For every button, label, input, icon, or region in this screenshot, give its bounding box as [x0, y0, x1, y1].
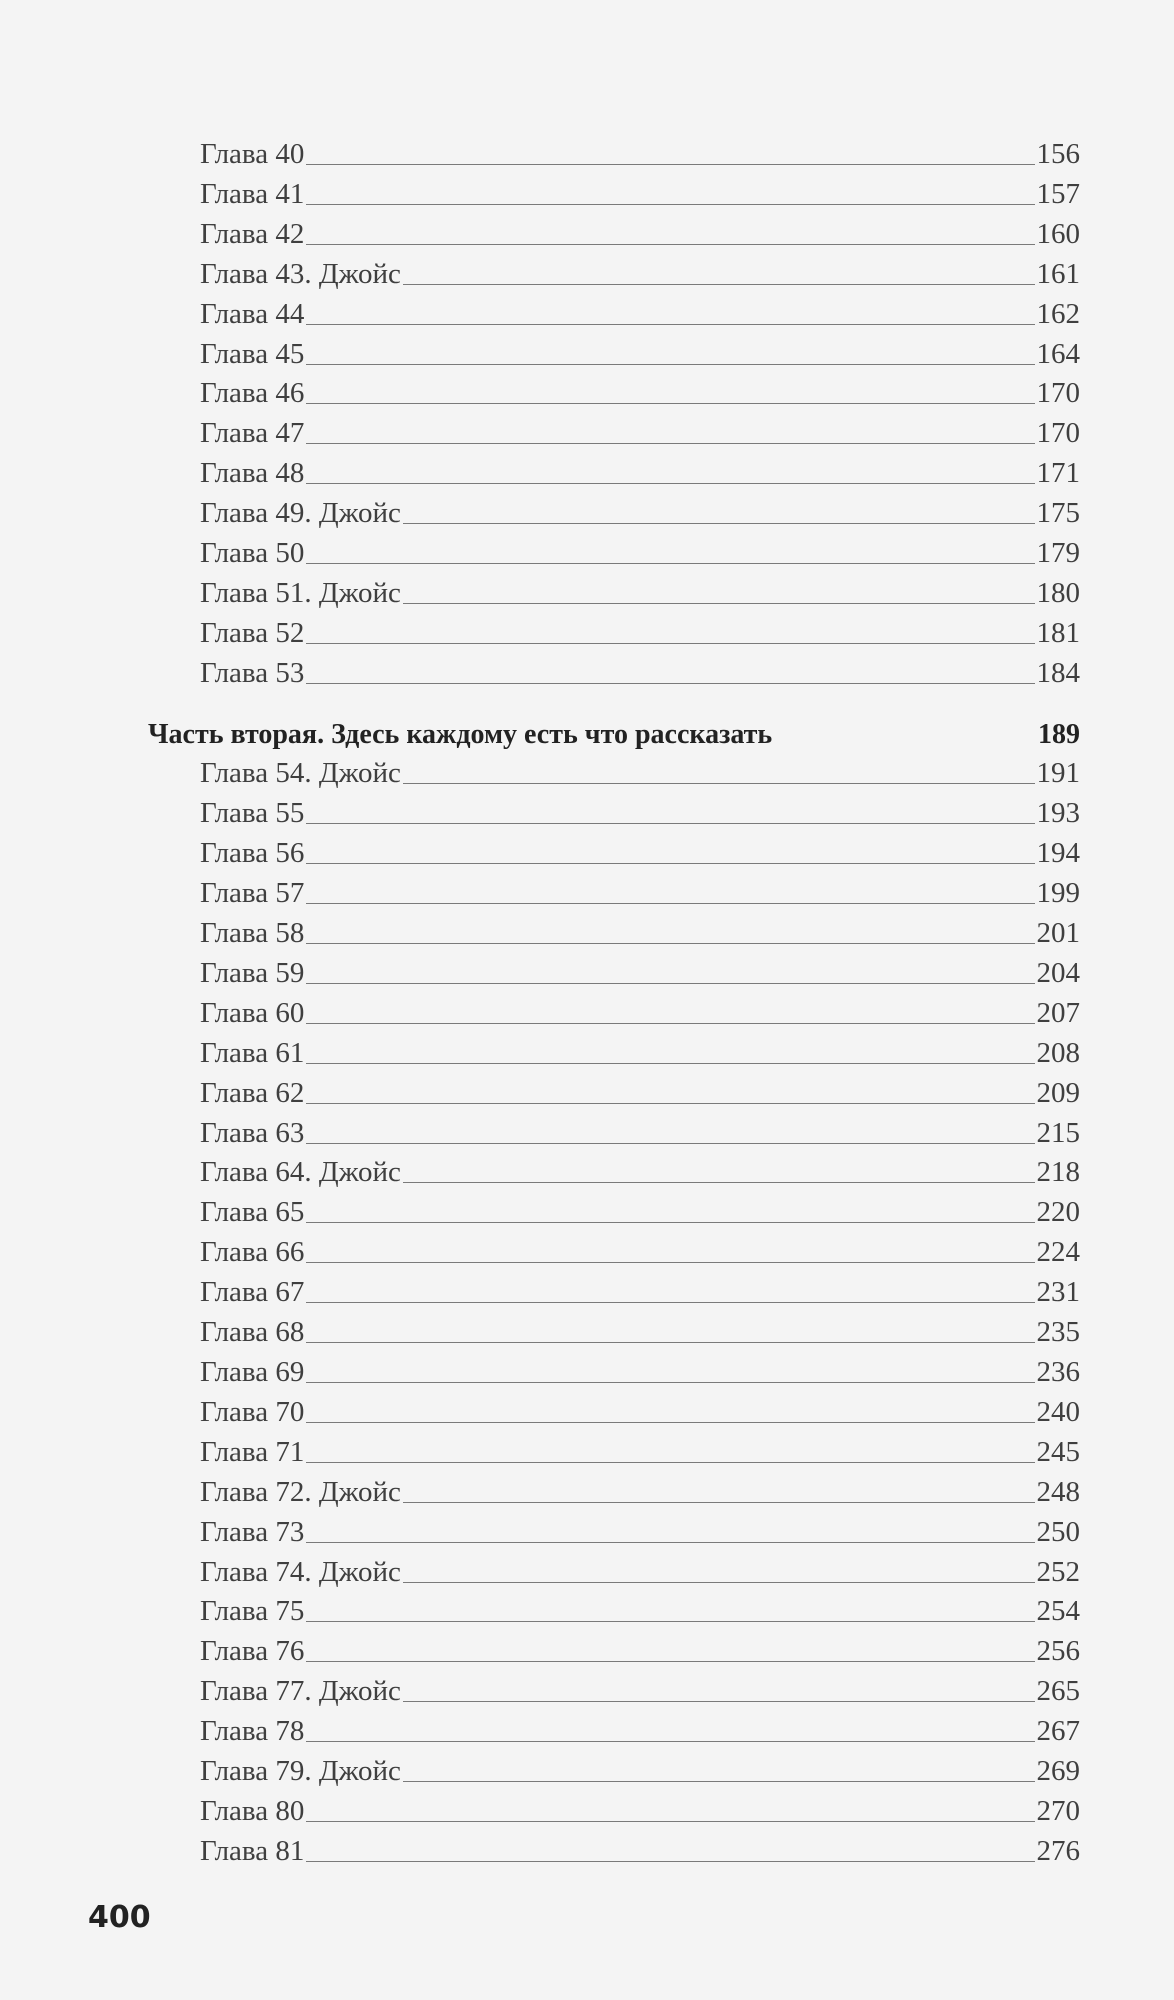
toc-leader-line: [306, 203, 1034, 205]
toc-entry: [200, 1348, 1080, 1388]
toc-entry-page: 240: [1036, 1396, 1080, 1428]
toc-entry: [200, 949, 1080, 989]
toc-leader-line: [306, 822, 1034, 824]
toc-entry-page: 220: [1036, 1196, 1080, 1228]
toc-entry: [200, 609, 1080, 649]
toc-leader-line: [306, 1620, 1034, 1622]
toc-entry-page: 175: [1036, 497, 1080, 529]
toc-entry-page: 171: [1036, 457, 1080, 489]
toc-entry: [200, 789, 1080, 829]
toc-entry-page: 156: [1036, 138, 1080, 170]
toc-entry-title: Глава 79. Джойс: [200, 1755, 401, 1787]
toc-entry-title: Глава 67: [200, 1276, 305, 1308]
toc-entry-title: Глава 56: [200, 837, 305, 869]
toc-entry: [200, 369, 1080, 409]
toc-leader-line: [306, 1261, 1034, 1263]
toc-entry-page: 201: [1036, 917, 1080, 949]
toc-entry-title: Глава 55: [200, 797, 305, 829]
toc-entry-page: 254: [1036, 1595, 1080, 1627]
toc-entry-page: 164: [1036, 338, 1080, 370]
toc-leader-line: [306, 1541, 1034, 1543]
toc-entry-page: 245: [1036, 1436, 1080, 1468]
toc-entry: [200, 1548, 1080, 1588]
toc-entry-title: Глава 50: [200, 537, 305, 569]
toc-entry: [200, 1188, 1080, 1228]
toc-leader-line: [306, 1461, 1034, 1463]
toc-leader-line: [306, 363, 1034, 365]
toc-leader-line: [774, 745, 1036, 746]
toc-entry: [200, 210, 1080, 250]
toc-entry-title: Глава 76: [200, 1635, 305, 1667]
toc-entry-page: 207: [1036, 997, 1080, 1029]
toc-entry-page: 181: [1036, 617, 1080, 649]
toc-leader-line: [306, 862, 1034, 864]
toc-leader-line: [306, 642, 1034, 644]
toc-entry-title: Глава 43. Джойс: [200, 258, 401, 290]
toc-leader-line: [306, 163, 1034, 165]
toc-leader-line: [306, 402, 1034, 404]
toc-entry-page: 184: [1036, 657, 1080, 689]
toc-entry-page: 250: [1036, 1516, 1080, 1548]
toc-entry: [200, 1148, 1080, 1188]
toc-leader-line: [306, 982, 1034, 984]
toc-leader-line: [306, 562, 1034, 564]
toc-entry-title: Глава 62: [200, 1077, 305, 1109]
toc-leader-line: [306, 243, 1034, 245]
toc-entry-page: 161: [1036, 258, 1080, 290]
toc-entry-title: Глава 51. Джойс: [200, 577, 401, 609]
toc-entry-page: 193: [1036, 797, 1080, 829]
toc-entry-title: Глава 81: [200, 1835, 305, 1867]
toc-entry: [200, 409, 1080, 449]
toc-entry-title: Глава 59: [200, 957, 305, 989]
toc-leader-line: [403, 283, 1035, 285]
toc-entry: [200, 1428, 1080, 1468]
toc-leader-line: [306, 1301, 1034, 1303]
toc-leader-line: [306, 1660, 1034, 1662]
toc-entry: [200, 250, 1080, 290]
toc-leader-line: [306, 1022, 1034, 1024]
toc-entry-page: 191: [1036, 757, 1080, 789]
toc-entry-title: Глава 66: [200, 1236, 305, 1268]
toc-entry-title: Глава 40: [200, 138, 305, 170]
toc-entry: [200, 649, 1080, 689]
toc-entry: [200, 1069, 1080, 1109]
toc-entry-page: 276: [1036, 1835, 1080, 1867]
toc-entry: [200, 1508, 1080, 1548]
toc-entry: [200, 1627, 1080, 1667]
toc-entry: [200, 449, 1080, 489]
toc-entry: [200, 829, 1080, 869]
toc-entry-title: Глава 58: [200, 917, 305, 949]
toc-entry: [200, 1787, 1080, 1827]
toc-leader-line: [306, 1221, 1034, 1223]
toc-entry: [200, 869, 1080, 909]
toc-entry-page: 256: [1036, 1635, 1080, 1667]
toc-entry: [200, 1747, 1080, 1787]
toc-entry-page: 269: [1036, 1755, 1080, 1787]
toc-entry-page: 199: [1036, 877, 1080, 909]
toc-leader-line: [403, 1581, 1035, 1583]
toc-entry: [200, 1109, 1080, 1149]
toc-entry-page: 224: [1036, 1236, 1080, 1268]
toc-entry-title: Глава 47: [200, 417, 305, 449]
toc-entry: [200, 1827, 1080, 1867]
toc-entry-page: 194: [1036, 837, 1080, 869]
toc-leader-line: [306, 902, 1034, 904]
toc-entry-title: Глава 44: [200, 298, 305, 330]
toc-leader-line: [306, 682, 1034, 684]
toc-leader-line: [306, 323, 1034, 325]
toc-leader-line: [306, 1062, 1034, 1064]
toc-entry-title: Глава 78: [200, 1715, 305, 1747]
toc-entry-title: Глава 57: [200, 877, 305, 909]
toc-entry-title: Глава 49. Джойс: [200, 497, 401, 529]
toc-entry-page: 179: [1036, 537, 1080, 569]
toc-entry-title: Глава 74. Джойс: [200, 1556, 401, 1588]
toc-entry: [200, 489, 1080, 529]
toc-entry-title: Глава 64. Джойс: [200, 1156, 401, 1188]
toc-leader-line: [306, 482, 1034, 484]
toc-leader-line: [403, 1780, 1035, 1782]
toc-entry: [200, 1029, 1080, 1069]
toc-entry-page: 215: [1036, 1117, 1080, 1149]
toc-entry-page: 170: [1036, 417, 1080, 449]
toc-part-title: Часть вторая. Здесь каждому есть что рассказать: [148, 719, 773, 750]
toc-entry: [200, 1388, 1080, 1428]
toc-leader-line: [306, 442, 1034, 444]
toc-leader-line: [306, 1142, 1034, 1144]
toc-leader-line: [306, 1421, 1034, 1423]
toc-entry-page: 209: [1036, 1077, 1080, 1109]
toc-entry: [200, 1268, 1080, 1308]
toc-leader-line: [403, 782, 1035, 784]
toc-entry-title: Глава 77. Джойс: [200, 1675, 401, 1707]
toc-entry: [200, 290, 1080, 330]
toc-leader-line: [403, 1700, 1035, 1702]
toc-entry-title: Глава 70: [200, 1396, 305, 1428]
toc-entry: [200, 330, 1080, 370]
toc-entry-page: 267: [1036, 1715, 1080, 1747]
page-number: 400: [88, 1900, 151, 1935]
toc-entry-page: 170: [1036, 377, 1080, 409]
toc-entry-page: 218: [1036, 1156, 1080, 1188]
toc-entry-page: 270: [1036, 1795, 1080, 1827]
toc-entry: [200, 989, 1080, 1029]
toc-leader-line: [306, 1820, 1034, 1822]
toc-entry-page: 235: [1036, 1316, 1080, 1348]
toc-entry-title: Глава 72. Джойс: [200, 1476, 401, 1508]
toc-entry-title: Глава 75: [200, 1595, 305, 1627]
toc-entry-title: Глава 53: [200, 657, 305, 689]
toc-entry: [200, 1308, 1080, 1348]
toc-entry-title: Глава 48: [200, 457, 305, 489]
toc-entry-title: Глава 54. Джойс: [200, 757, 401, 789]
toc-entry-page: 208: [1036, 1037, 1080, 1069]
toc-entry-title: Глава 73: [200, 1516, 305, 1548]
toc-entry-page: 160: [1036, 218, 1080, 250]
toc-entry-title: Глава 45: [200, 338, 305, 370]
toc-entry-title: Глава 60: [200, 997, 305, 1029]
toc-leader-line: [306, 1860, 1034, 1862]
toc-entry-page: 252: [1036, 1556, 1080, 1588]
toc-entry-page: 157: [1036, 178, 1080, 210]
toc-part-heading: [148, 711, 1080, 751]
toc-entry: [200, 1468, 1080, 1508]
toc-entry-title: Глава 80: [200, 1795, 305, 1827]
toc-entry-page: 248: [1036, 1476, 1080, 1508]
toc-leader-line: [403, 602, 1035, 604]
toc-leader-line: [306, 1740, 1034, 1742]
toc-entry-title: Глава 41: [200, 178, 305, 210]
toc-entry-page: 204: [1036, 957, 1080, 989]
toc-entry: [200, 1707, 1080, 1747]
toc-leader-line: [306, 1102, 1034, 1104]
toc-entry-page: 265: [1036, 1675, 1080, 1707]
toc-entry: [200, 569, 1080, 609]
toc-entry: [200, 130, 1080, 170]
toc-entry-page: 189: [1038, 719, 1080, 750]
toc-entry-title: Глава 52: [200, 617, 305, 649]
toc-entry-page: 162: [1036, 298, 1080, 330]
toc-entry: [200, 1587, 1080, 1627]
toc-leader-line: [403, 1181, 1035, 1183]
toc-entry-title: Глава 61: [200, 1037, 305, 1069]
toc-entry-page: 236: [1036, 1356, 1080, 1388]
toc-entry-title: Глава 65: [200, 1196, 305, 1228]
toc-entry: [200, 529, 1080, 569]
toc-entry-title: Глава 69: [200, 1356, 305, 1388]
toc-entry-title: Глава 68: [200, 1316, 305, 1348]
toc-entry: [200, 1667, 1080, 1707]
toc-entry-title: Глава 46: [200, 377, 305, 409]
toc-leader-line: [306, 1341, 1034, 1343]
toc-leader-line: [403, 522, 1035, 524]
toc-leader-line: [403, 1501, 1035, 1503]
toc-entry-title: Глава 71: [200, 1436, 305, 1468]
toc-entry: [200, 909, 1080, 949]
toc-entry: [200, 1228, 1080, 1268]
toc-leader-line: [306, 942, 1034, 944]
toc-entry-page: 231: [1036, 1276, 1080, 1308]
toc-entry: [200, 749, 1080, 789]
toc-entry-page: 180: [1036, 577, 1080, 609]
toc-entry: [200, 170, 1080, 210]
toc-entry-title: Глава 63: [200, 1117, 305, 1149]
toc-entry-title: Глава 42: [200, 218, 305, 250]
toc-leader-line: [306, 1381, 1034, 1383]
